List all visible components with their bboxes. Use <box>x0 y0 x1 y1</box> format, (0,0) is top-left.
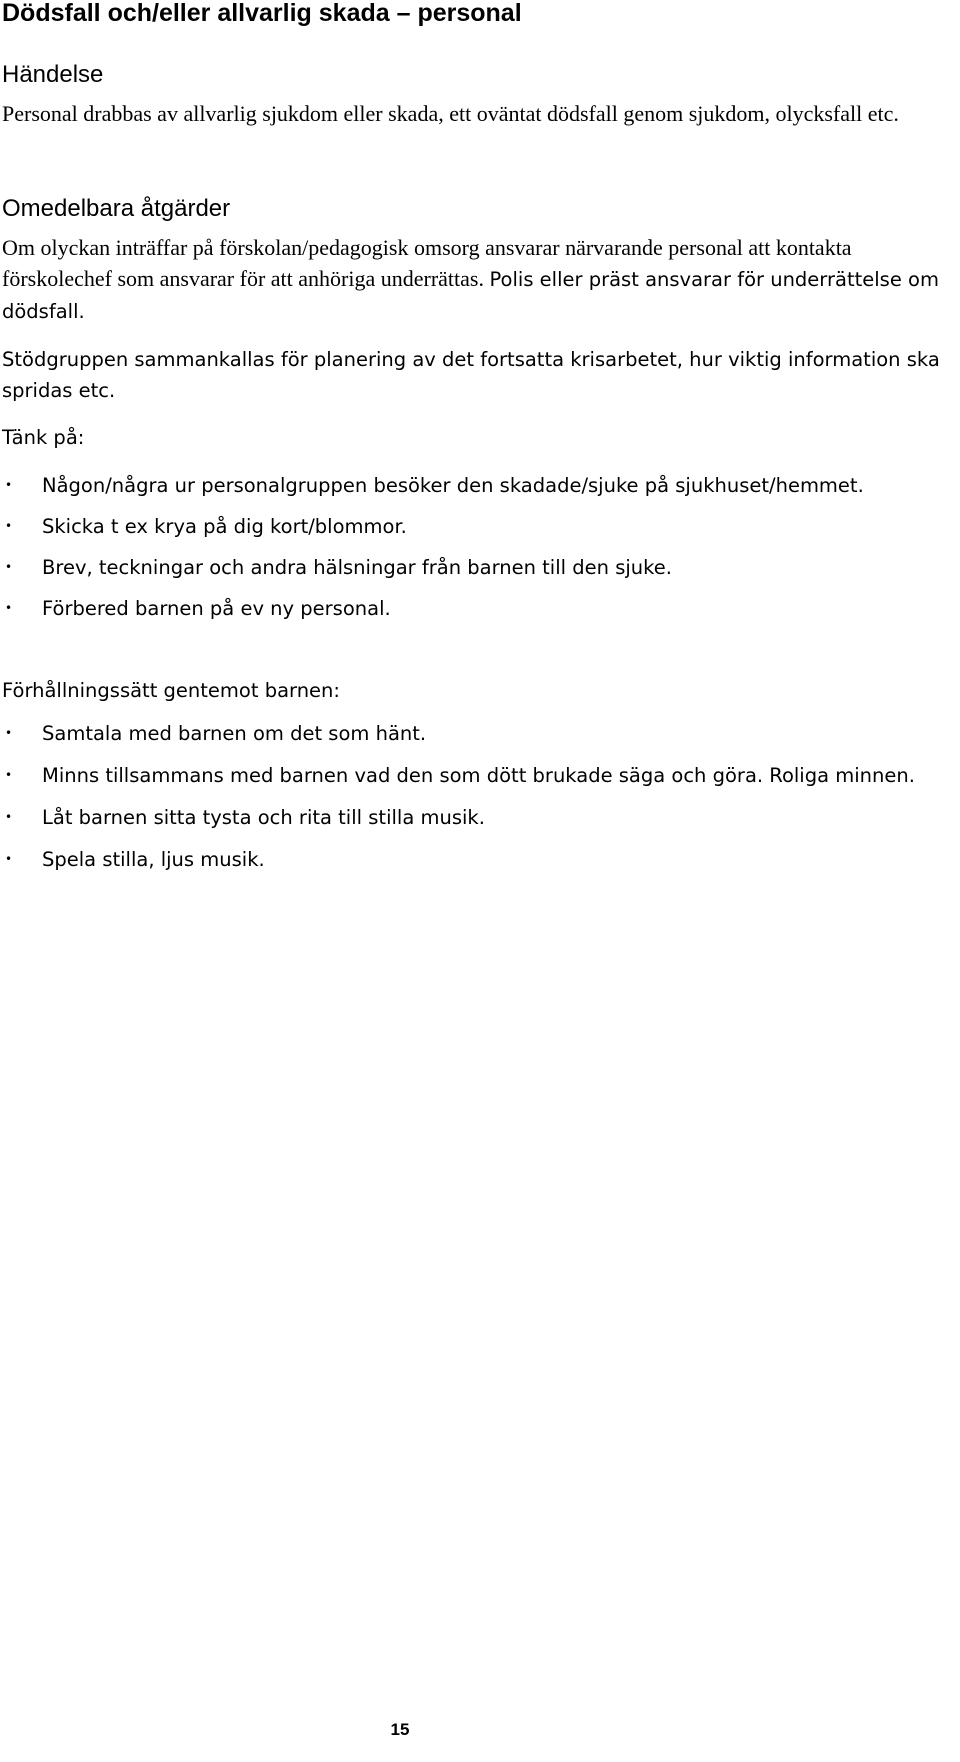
immediate-actions-heading: Omedelbara åtgärder <box>2 195 231 222</box>
page-title: Dödsfall och/eller allvarlig skada – personal <box>2 0 522 27</box>
event-text: Personal drabbas av allvarlig sjukdom eller skada, ett oväntat dödsfall genom sjukdom, olycksfall etc. <box>2 101 899 126</box>
list-item-text: Låt barnen sitta tysta och rita till stilla musik. <box>42 806 485 829</box>
bullet-icon: • <box>5 726 13 740</box>
bullet-icon: • <box>5 601 13 615</box>
list-item <box>0 844 950 875</box>
bullet-icon: • <box>5 810 13 824</box>
immediate-actions-text-main: Om olyckan inträffar på förskolan/pedagogisk omsorg ansvarar närvarande personal att kontakta förskolechef som ansvarar för att anhöriga underrättas. <box>2 235 852 291</box>
list-item-text: Brev, teckningar och andra hälsningar från barnen till den sjuke. <box>42 556 672 579</box>
consider-list <box>0 470 950 624</box>
bullet-icon: • <box>5 560 13 574</box>
list-item <box>0 802 950 833</box>
approach-label: Förhållningssätt gentemot barnen: <box>2 679 340 702</box>
consider-label: Tänk på: <box>2 426 85 449</box>
approach-list <box>0 718 950 875</box>
list-item-text: Förbered barnen på ev ny personal. <box>42 597 391 620</box>
list-item-text: Skicka t ex krya på dig kort/blommor. <box>42 515 407 538</box>
bullet-icon: • <box>5 478 13 492</box>
list-item <box>0 511 950 542</box>
bullet-icon: • <box>5 852 13 866</box>
list-item <box>0 470 950 501</box>
list-item <box>0 718 950 749</box>
page-number: 15 <box>390 1720 410 1739</box>
immediate-actions-text-police: Polis eller präst ansvarar för underrättelse om dödsfall. <box>2 268 939 323</box>
list-item-text: Minns tillsammans med barnen vad den som dött brukade säga och göra. Roliga minnen. <box>42 764 915 787</box>
list-item-text: Någon/några ur personalgruppen besöker den skadade/sjuke på sjukhuset/hemmet. <box>42 474 864 497</box>
list-item <box>0 552 950 583</box>
immediate-actions-text <box>2 232 952 327</box>
support-group-text: Stödgruppen sammankallas för planering av det fortsatta krisarbetet, hur viktig information ska spridas etc. <box>2 348 940 402</box>
list-item-text: Samtala med barnen om det som hänt. <box>42 722 427 745</box>
list-item <box>0 760 950 791</box>
list-item-text: Spela stilla, ljus musik. <box>42 848 265 871</box>
event-heading: Händelse <box>2 61 104 88</box>
list-item <box>0 593 950 624</box>
bullet-icon: • <box>5 768 13 782</box>
bullet-icon: • <box>5 519 13 533</box>
